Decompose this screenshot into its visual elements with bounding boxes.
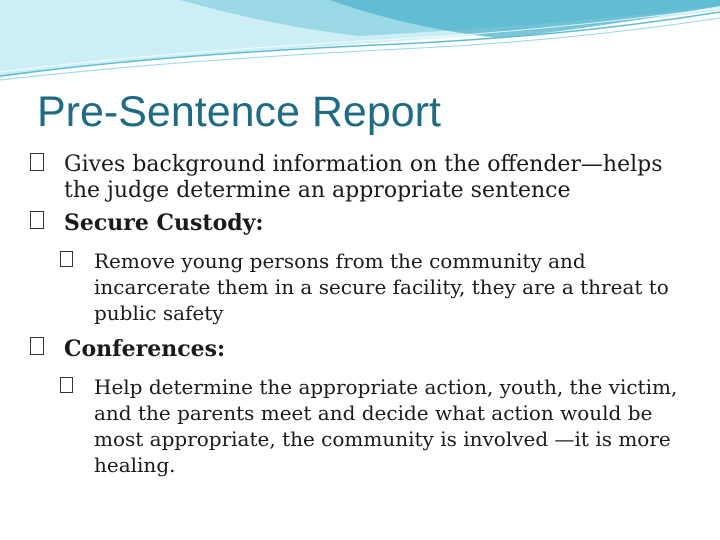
bullet-text: Gives background information on the offender—helps the judge determine an appropriate sentence [64, 152, 663, 203]
bullet-box-icon [30, 211, 44, 229]
bullet-box-icon [30, 337, 44, 355]
bullet-list [30, 152, 690, 478]
sub-bullet-conferences [30, 374, 690, 478]
bullet-box-icon [60, 377, 73, 393]
bullet-box-icon [30, 153, 44, 171]
sub-bullet-secure-custody [30, 248, 690, 326]
slide-title: Pre-Sentence Report [37, 88, 441, 136]
bullet-pre-sentence [30, 152, 690, 204]
bullet-text: Conferences: [64, 336, 226, 362]
bullet-conferences [30, 336, 690, 362]
bullet-text: Secure Custody: [64, 210, 264, 236]
bullet-text: Help determine the appropriate action, youth, the victim, and the parents meet and decide what action would be most appropriate, the community is involved —it is more healing. [94, 375, 678, 477]
bullet-box-icon [60, 251, 73, 267]
bullet-secure-custody [30, 210, 690, 236]
bullet-text: Remove young persons from the community and incarcerate them in a secure facility, they are a threat to public safety [94, 249, 669, 325]
decorative-wave-banner [0, 0, 720, 90]
